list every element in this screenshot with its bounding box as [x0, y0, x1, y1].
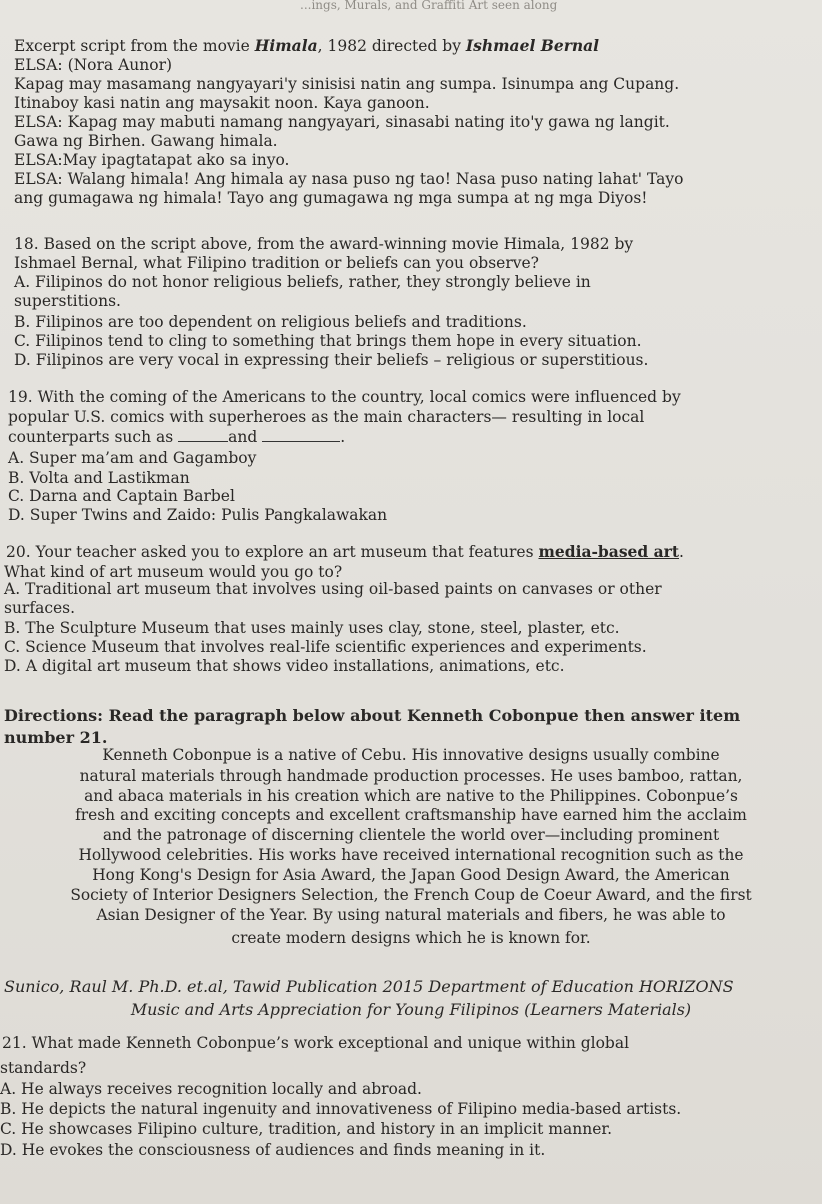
- paragraph-line: natural materials through handmade production processes. He uses bamboo, rattan,: [79, 767, 743, 785]
- script-line: Itinaboy kasi natin ang maysakit noon. Kaya ganoon.: [14, 94, 430, 112]
- q20-stem: [6, 543, 684, 561]
- q19-stem: 19. With the coming of the Americans to the country, local comics were influenced by: [8, 388, 681, 406]
- q20-option-c: C. Science Museum that involves real-life scientific experiences and experiments.: [4, 638, 647, 656]
- q19-option-d: D. Super Twins and Zaido: Pulis Pangkalawakan: [8, 506, 388, 524]
- director-name: Ishmael Bernal: [465, 36, 600, 55]
- q19-option-a: A. Super ma’am and Gagamboy: [8, 449, 257, 467]
- q20-emphasis: media-based art: [538, 542, 680, 561]
- answer-blank: [262, 429, 340, 442]
- script-line: ELSA: Walang himala! Ang himala ay nasa puso ng tao! Nasa puso nating lahat' Tayo: [14, 170, 684, 188]
- script-line: ELSA: Kapag may mabuti namang nangyayari, sinasabi nating ito'y gawa ng langit.: [14, 113, 670, 131]
- paragraph-line: Hong Kong's Design for Asia Award, the Japan Good Design Award, the American: [92, 866, 730, 884]
- q19-stem-blanks: [8, 428, 345, 446]
- excerpt-intro: [14, 37, 599, 55]
- q21-option-a: A. He always receives recognition locally and abroad.: [0, 1080, 422, 1098]
- script-line: Gawa ng Birhen. Gawang himala.: [14, 132, 278, 150]
- q19-option-b: B. Volta and Lastikman: [8, 469, 190, 487]
- q18-stem: Ishmael Bernal, what Filipino tradition or beliefs can you observe?: [14, 254, 539, 272]
- q20-option-a: A. Traditional art museum that involves using oil-based paints on canvases or other: [4, 580, 662, 598]
- excerpt-intro-middle: , 1982 directed by: [317, 37, 466, 55]
- excerpt-intro-prefix: Excerpt script from the movie: [14, 37, 255, 55]
- answer-blank: [178, 429, 228, 442]
- script-line: ELSA:May ipagtatapat ako sa inyo.: [14, 151, 290, 169]
- q21-stem: standards?: [0, 1059, 87, 1077]
- q21-option-b: B. He depicts the natural ingenuity and innovativeness of Filipino media-based artists.: [0, 1100, 682, 1118]
- paragraph-line: and abaca materials in his creation which are native to the Philippines. Cobonpue’s: [84, 787, 738, 805]
- citation: Music and Arts Appreciation for Young Filipinos (Learners Materials): [130, 1000, 692, 1019]
- paragraph-line: Hollywood celebrities. His works have received international recognition such as the: [78, 846, 744, 864]
- paragraph-line: and the patronage of discerning clientele the world over—including prominent: [102, 826, 720, 844]
- paragraph-line: Society of Interior Designers Selection, the French Coup de Coeur Award, and the first: [70, 886, 752, 904]
- directions: number 21.: [4, 728, 108, 747]
- q20-stem: What kind of art museum would you go to?: [4, 563, 343, 581]
- q18-option-a: A. Filipinos do not honor religious beliefs, rather, they strongly believe in: [14, 273, 591, 291]
- citation: Sunico, Raul M. Ph.D. et.al, Tawid Publication 2015 Department of Education HORIZONS: [4, 977, 734, 996]
- script-line: Kapag may masamang nangyayari'y sinisisi natin ang sumpa. Isinumpa ang Cupang.: [14, 75, 680, 93]
- q18-option-d: D. Filipinos are very vocal in expressing their beliefs – religious or superstitious.: [14, 351, 649, 369]
- q20-option-d: D. A digital art museum that shows video installations, animations, etc.: [4, 657, 565, 675]
- top-cut-text: ...ings, Murals, and Graffiti Art seen along: [300, 0, 558, 12]
- q21-option-c: C. He showcases Filipino culture, tradition, and history in an implicit manner.: [0, 1120, 613, 1138]
- q20-option-b: B. The Sculpture Museum that uses mainly uses clay, stone, steel, plaster, etc.: [4, 619, 620, 637]
- movie-title: Himala: [254, 36, 318, 55]
- q18-option-a-cont: superstitions.: [14, 292, 121, 310]
- directions: Directions: Read the paragraph below about Kenneth Cobonpue then answer item: [4, 706, 741, 725]
- q19-stem-and: and: [228, 428, 258, 446]
- q19-stem: popular U.S. comics with superheroes as the main characters— resulting in local: [8, 408, 645, 426]
- q19-stem-suffix: .: [340, 428, 346, 446]
- paragraph-line: create modern designs which he is known for.: [231, 929, 591, 947]
- q19-stem-prefix: counterparts such as: [8, 428, 179, 446]
- q19-option-c: C. Darna and Captain Barbel: [8, 487, 235, 505]
- q21-option-d: D. He evokes the consciousness of audiences and finds meaning in it.: [0, 1141, 546, 1159]
- paragraph-line: Kenneth Cobonpue is a native of Cebu. His innovative designs usually combine: [102, 746, 720, 764]
- paragraph-line: fresh and exciting concepts and excellent craftsmanship have earned him the acclaim: [75, 806, 747, 824]
- q21-stem: 21. What made Kenneth Cobonpue’s work exceptional and unique within global: [2, 1034, 630, 1052]
- q20-option-a-cont: surfaces.: [4, 599, 76, 617]
- script-line: ELSA: (Nora Aunor): [14, 56, 173, 74]
- q18-option-b: B. Filipinos are too dependent on religious beliefs and traditions.: [14, 313, 527, 331]
- q20-stem-suffix: .: [679, 543, 684, 561]
- paragraph-line: Asian Designer of the Year. By using natural materials and fibers, he was able to: [96, 906, 726, 924]
- q18-option-c: C. Filipinos tend to cling to something that brings them hope in every situation.: [14, 332, 642, 350]
- q18-stem: 18. Based on the script above, from the award-winning movie Himala, 1982 by: [14, 235, 634, 253]
- script-line: ang gumagawa ng himala! Tayo ang gumagawa ng mga sumpa at ng mga Diyos!: [14, 189, 648, 207]
- q20-stem-prefix: 20. Your teacher asked you to explore an art museum that features: [6, 543, 539, 561]
